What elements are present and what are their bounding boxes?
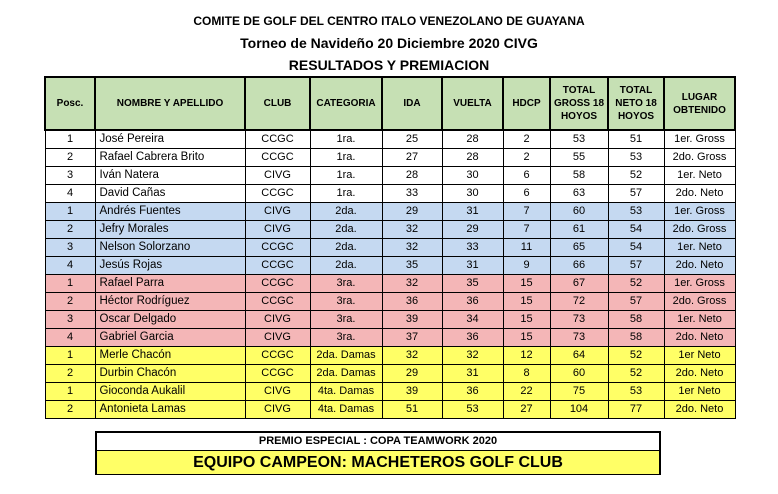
cell-position: 3 [45,167,95,185]
cell-vuelta: 31 [442,203,503,221]
cell-vuelta: 28 [442,130,503,149]
cell-vuelta: 29 [442,221,503,239]
cell-total-neto: 52 [608,275,664,293]
cell-club: CCGC [245,185,310,203]
cell-ida: 32 [382,275,442,293]
cell-position: 1 [45,275,95,293]
cell-category: 3ra. [310,329,382,347]
cell-total-gross: 60 [550,203,608,221]
cell-total-neto: 58 [608,311,664,329]
cell-position: 2 [45,365,95,383]
cell-club: CIVG [245,167,310,185]
cell-club: CIVG [245,329,310,347]
cell-position: 2 [45,149,95,167]
cell-ida: 29 [382,203,442,221]
cell-vuelta: 36 [442,293,503,311]
cell-name: Rafael Cabrera Brito [95,149,245,167]
cell-hdcp: 15 [503,311,550,329]
cell-hdcp: 11 [503,239,550,257]
cell-place: 1er. Neto [664,311,735,329]
table-row [45,383,735,401]
cell-vuelta: 33 [442,239,503,257]
cell-club: CCGC [245,347,310,365]
col-header-vuelta: VUELTA [442,77,503,130]
cell-position: 3 [45,239,95,257]
cell-ida: 32 [382,239,442,257]
cell-place: 1er. Gross [664,130,735,149]
cell-ida: 36 [382,293,442,311]
cell-hdcp: 27 [503,401,550,419]
cell-total-gross: 72 [550,293,608,311]
cell-hdcp: 2 [503,130,550,149]
cell-total-gross: 66 [550,257,608,275]
cell-club: CIVG [245,401,310,419]
special-award-box [95,431,661,475]
cell-vuelta: 30 [442,167,503,185]
col-header-place: LUGAR OBTENIDO [664,77,735,130]
cell-total-neto: 53 [608,203,664,221]
cell-total-neto: 54 [608,221,664,239]
cell-vuelta: 36 [442,383,503,401]
cell-total-neto: 52 [608,347,664,365]
cell-position: 1 [45,383,95,401]
cell-total-gross: 58 [550,167,608,185]
cell-club: CCGC [245,257,310,275]
cell-place: 2do. Neto [664,329,735,347]
cell-hdcp: 7 [503,203,550,221]
cell-total-neto: 54 [608,239,664,257]
cell-hdcp: 2 [503,149,550,167]
cell-hdcp: 15 [503,329,550,347]
cell-position: 3 [45,311,95,329]
cell-vuelta: 36 [442,329,503,347]
cell-hdcp: 15 [503,275,550,293]
cell-position: 1 [45,130,95,149]
cell-category: 1ra. [310,149,382,167]
table-row [45,347,735,365]
table-row [45,401,735,419]
cell-total-neto: 51 [608,130,664,149]
table-row [45,185,735,203]
cell-club: CCGC [245,293,310,311]
cell-total-neto: 77 [608,401,664,419]
cell-position: 4 [45,257,95,275]
cell-total-gross: 75 [550,383,608,401]
cell-position: 2 [45,221,95,239]
award-title: EQUIPO CAMPEON: MACHETEROS GOLF CLUB [97,451,659,474]
cell-club: CCGC [245,365,310,383]
cell-place: 2do. Gross [664,149,735,167]
cell-total-gross: 67 [550,275,608,293]
cell-name: Gioconda Aukalil [95,383,245,401]
cell-hdcp: 15 [503,293,550,311]
cell-hdcp: 9 [503,257,550,275]
cell-ida: 39 [382,383,442,401]
col-header-total-neto: TOTAL NETO 18 HOYOS [608,77,664,130]
committee-title: COMITE DE GOLF DEL CENTRO ITALO VENEZOLANO DE GUAYANA [193,14,585,28]
cell-vuelta: 32 [442,347,503,365]
cell-vuelta: 28 [442,149,503,167]
cell-name: José Pereira [95,130,245,149]
cell-ida: 37 [382,329,442,347]
cell-position: 2 [45,401,95,419]
cell-category: 3ra. [310,293,382,311]
cell-hdcp: 6 [503,185,550,203]
cell-category: 1ra. [310,185,382,203]
cell-total-neto: 52 [608,167,664,185]
table-row [45,365,735,383]
cell-position: 1 [45,347,95,365]
cell-vuelta: 31 [442,257,503,275]
cell-position: 2 [45,293,95,311]
award-subtitle: PREMIO ESPECIAL : COPA TEAMWORK 2020 [97,433,659,451]
cell-total-neto: 53 [608,383,664,401]
cell-ida: 35 [382,257,442,275]
results-table [44,76,736,419]
table-row [45,275,735,293]
cell-place: 2do. Gross [664,221,735,239]
cell-ida: 28 [382,167,442,185]
cell-name: Oscar Delgado [95,311,245,329]
cell-club: CIVG [245,221,310,239]
cell-total-gross: 60 [550,365,608,383]
cell-club: CCGC [245,239,310,257]
cell-ida: 33 [382,185,442,203]
cell-ida: 27 [382,149,442,167]
table-row [45,293,735,311]
cell-category: 2da. [310,203,382,221]
cell-club: CIVG [245,311,310,329]
cell-place: 2do. Neto [664,185,735,203]
cell-total-gross: 61 [550,221,608,239]
cell-category: 2da. [310,239,382,257]
cell-category: 4ta. Damas [310,383,382,401]
table-row [45,167,735,185]
col-header-position: Posc. [45,77,95,130]
cell-total-neto: 52 [608,365,664,383]
cell-vuelta: 53 [442,401,503,419]
cell-position: 4 [45,329,95,347]
table-row [45,329,735,347]
cell-name: Andrés Fuentes [95,203,245,221]
cell-position: 4 [45,185,95,203]
cell-vuelta: 31 [442,365,503,383]
cell-vuelta: 35 [442,275,503,293]
col-header-hdcp: HDCP [503,77,550,130]
cell-ida: 25 [382,130,442,149]
cell-total-gross: 55 [550,149,608,167]
cell-total-gross: 53 [550,130,608,149]
table-row [45,239,735,257]
table-row [45,257,735,275]
table-row [45,130,735,149]
cell-total-gross: 65 [550,239,608,257]
cell-vuelta: 30 [442,185,503,203]
cell-category: 2da. [310,257,382,275]
cell-position: 1 [45,203,95,221]
cell-hdcp: 7 [503,221,550,239]
cell-total-gross: 104 [550,401,608,419]
cell-ida: 39 [382,311,442,329]
cell-hdcp: 8 [503,365,550,383]
cell-club: CIVG [245,203,310,221]
table-row [45,149,735,167]
cell-category: 3ra. [310,311,382,329]
results-title: RESULTADOS Y PREMIACION [288,57,490,73]
cell-name: Jefry Morales [95,221,245,239]
cell-total-gross: 73 [550,311,608,329]
cell-name: Durbin Chacón [95,365,245,383]
cell-total-gross: 63 [550,185,608,203]
cell-name: Gabriel Garcia [95,329,245,347]
cell-club: CCGC [245,275,310,293]
cell-place: 2do. Neto [664,365,735,383]
cell-place: 2do. Gross [664,293,735,311]
cell-ida: 32 [382,221,442,239]
cell-total-neto: 57 [608,257,664,275]
col-header-club: CLUB [245,77,310,130]
cell-ida: 51 [382,401,442,419]
cell-vuelta: 34 [442,311,503,329]
cell-total-neto: 57 [608,185,664,203]
cell-hdcp: 22 [503,383,550,401]
cell-name: Antonieta Lamas [95,401,245,419]
cell-total-gross: 64 [550,347,608,365]
cell-club: CCGC [245,130,310,149]
cell-place: 2do. Neto [664,257,735,275]
tournament-title: Torneo de Navideño 20 Diciembre 2020 CIVG [240,35,538,51]
cell-category: 4ta. Damas [310,401,382,419]
col-header-name: NOMBRE Y APELLIDO [95,77,245,130]
cell-ida: 29 [382,365,442,383]
cell-category: 2da. [310,221,382,239]
cell-place: 1er. Neto [664,239,735,257]
cell-name: Héctor Rodríguez [95,293,245,311]
cell-place: 1er. Gross [664,203,735,221]
cell-place: 1er. Neto [664,167,735,185]
cell-ida: 32 [382,347,442,365]
cell-name: Jesús Rojas [95,257,245,275]
cell-hdcp: 12 [503,347,550,365]
table-row [45,203,735,221]
cell-place: 1er. Gross [664,275,735,293]
cell-place: 2do. Neto [664,401,735,419]
cell-name: Iván Natera [95,167,245,185]
cell-category: 2da. Damas [310,365,382,383]
table-row [45,221,735,239]
cell-total-neto: 57 [608,293,664,311]
cell-hdcp: 6 [503,167,550,185]
cell-category: 1ra. [310,167,382,185]
cell-name: Merle Chacón [95,347,245,365]
cell-total-neto: 58 [608,329,664,347]
cell-name: David Cañas [95,185,245,203]
cell-category: 1ra. [310,130,382,149]
results-body [45,130,735,419]
table-row [45,311,735,329]
cell-category: 3ra. [310,275,382,293]
cell-total-neto: 53 [608,149,664,167]
cell-total-gross: 73 [550,329,608,347]
cell-club: CCGC [245,149,310,167]
header-row [45,77,735,130]
col-header-ida: IDA [382,77,442,130]
cell-category: 2da. Damas [310,347,382,365]
cell-name: Nelson Solorzano [95,239,245,257]
col-header-total-gross: TOTAL GROSS 18 HOYOS [550,77,608,130]
cell-place: 1er Neto [664,347,735,365]
cell-club: CIVG [245,383,310,401]
col-header-category: CATEGORIA [310,77,382,130]
cell-place: 1er Neto [664,383,735,401]
cell-name: Rafael Parra [95,275,245,293]
